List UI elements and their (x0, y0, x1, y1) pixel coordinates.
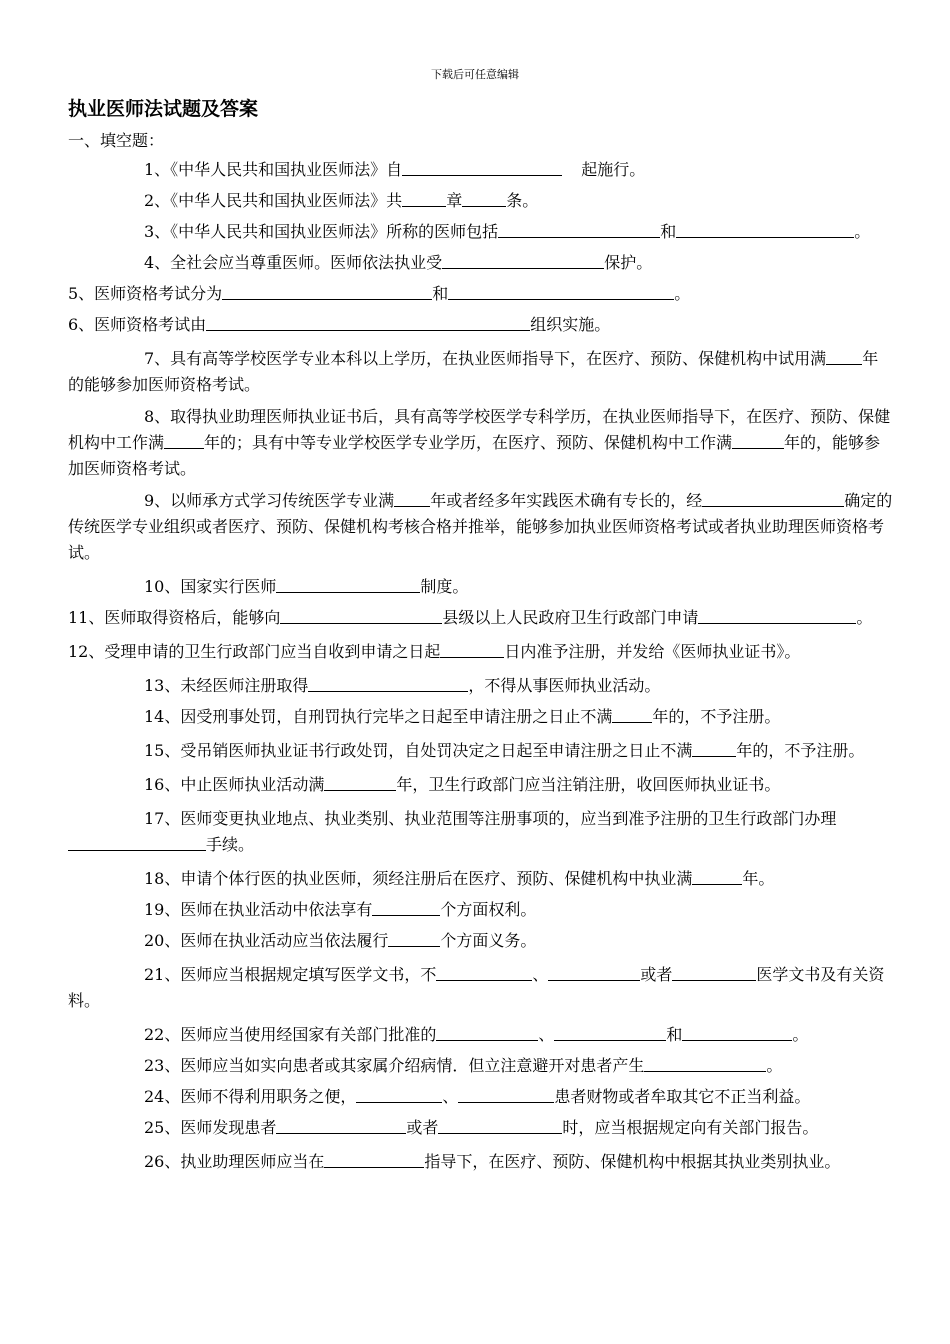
question-text: 1、《中华人民共和国执业医师法》自 (144, 160, 403, 179)
answer-blank[interactable] (692, 868, 742, 885)
question-text: 23、医师应当如实向患者或其家属介绍病情．但立注意避开对患者产生 (144, 1056, 645, 1075)
question-23 (68, 1050, 894, 1081)
question-20 (68, 925, 894, 956)
answer-blank[interactable] (436, 1024, 538, 1041)
question-text: 年的能够参加医师资格考试。 (68, 349, 879, 394)
question-text: 指导下，在医疗、预防、保健机构中根据其执业类别执业。 (424, 1152, 841, 1171)
answer-blank[interactable] (394, 490, 430, 507)
answer-blank[interactable] (702, 490, 788, 507)
question-text: 和 (666, 1025, 683, 1044)
answer-blank[interactable] (732, 432, 784, 449)
answer-blank[interactable] (276, 1117, 406, 1134)
question-15 (68, 738, 894, 764)
question-text: 年或者经多年实践医术确有专长的，经 (430, 491, 703, 510)
question-text: 年的；具有中等专业学校医学专业学历，在医疗、预防、保健机构中工作满 (204, 433, 733, 452)
question-text: 、 (532, 965, 549, 984)
question-text: 年的，能够参加医师资格考试。 (68, 433, 881, 478)
question-11 (68, 602, 894, 633)
question-text: 。 (856, 608, 873, 627)
question-text: 和 (432, 284, 449, 303)
question-13 (68, 670, 894, 701)
question-text: 8、取得执业助理医师执业证书后，具有高等学校医学专科学历，在执业医师指导下，在医疗、预防、保健机构中工作满 (68, 407, 891, 452)
answer-blank[interactable] (402, 190, 446, 207)
question-19 (68, 894, 894, 925)
answer-blank[interactable] (402, 159, 562, 176)
question-text: 、 (538, 1025, 555, 1044)
answer-blank[interactable] (826, 221, 854, 238)
question-12 (68, 639, 894, 665)
answer-blank[interactable] (276, 576, 420, 593)
question-9 (68, 488, 894, 566)
question-text: 9、以师承方式学习传统医学专业满 (144, 491, 395, 510)
question-text: 手续。 (206, 835, 255, 854)
question-text: 11、医师取得资格后，能够向 (68, 608, 281, 627)
answer-blank[interactable] (372, 899, 440, 916)
question-text: 。 (854, 222, 871, 241)
question-text: 个方面权利。 (440, 900, 537, 919)
question-text: 时，应当根据规定向有关部门报告。 (562, 1118, 819, 1137)
question-text: 日内准予注册，并发给《医师执业证书》。 (504, 642, 801, 661)
question-text: 、 (442, 1087, 459, 1106)
question-text: 。 (766, 1056, 783, 1075)
question-8 (68, 404, 894, 482)
answer-blank[interactable] (222, 283, 432, 300)
question-text: 年。 (742, 869, 775, 888)
question-text: 19、医师在执业活动中依法享有 (144, 900, 373, 919)
answer-blank[interactable] (692, 740, 736, 757)
answer-blank[interactable] (308, 675, 468, 692)
question-1 (68, 154, 894, 185)
question-5 (68, 278, 894, 309)
question-21 (68, 962, 894, 1014)
question-text: 条。 (506, 191, 539, 210)
question-text: 制度。 (420, 577, 469, 596)
question-text: 16、中止医师执业活动满 (144, 775, 325, 794)
question-text: 18、申请个体行医的执业医师，须经注册后在医疗、预防、保健机构中执业满 (144, 869, 693, 888)
answer-blank[interactable] (438, 1117, 562, 1134)
page-title: 执业医师法试题及答案 (68, 98, 259, 120)
question-text: 20、医师在执业活动应当依法履行 (144, 931, 389, 950)
question-text: 2、《中华人民共和国执业医师法》共 (144, 191, 403, 210)
question-text: 10、国家实行医师 (144, 577, 277, 596)
question-text: 和 (660, 222, 677, 241)
question-text: 25、医师发现患者 (144, 1118, 277, 1137)
question-text: 年的，不予注册。 (652, 707, 781, 726)
question-text: 医学文书及有关资料。 (68, 965, 885, 1010)
answer-blank[interactable] (672, 964, 756, 981)
question-text: 7、具有高等学校医学专业本科以上学历，在执业医师指导下，在医疗、预防、保健机构中试用满 (144, 349, 827, 368)
answer-blank[interactable] (442, 252, 604, 269)
question-text: 4、全社会应当尊重医师。医师依法执业受 (144, 253, 443, 272)
question-7 (68, 346, 894, 398)
question-text: 21、医师应当根据规定填写医学文书，不 (144, 965, 437, 984)
answer-blank[interactable] (440, 641, 504, 658)
answer-blank[interactable] (644, 1055, 766, 1072)
answer-blank[interactable] (682, 1024, 792, 1041)
question-text: ，不得从事医师执业活动。 (468, 676, 661, 695)
answer-blank[interactable] (498, 221, 660, 238)
question-text: 起施行。 (576, 160, 646, 179)
question-text: 24、医师不得利用职务之便， (144, 1087, 357, 1106)
answer-blank[interactable] (164, 432, 204, 449)
question-text: 。 (674, 284, 691, 303)
question-16 (68, 769, 894, 800)
question-text: 年，卫生行政部门应当注销注册，收回医师执业证书。 (396, 775, 781, 794)
section-heading: 一、填空题： (68, 131, 165, 150)
question-22 (68, 1019, 894, 1050)
answer-blank[interactable] (206, 314, 530, 331)
question-text: 5、医师资格考试分为 (68, 284, 223, 303)
question-text: 13、未经医师注册取得 (144, 676, 309, 695)
question-3 (68, 216, 894, 247)
question-list (68, 154, 894, 1180)
question-10 (68, 571, 894, 602)
question-text: 22、医师应当使用经国家有关部门批准的 (144, 1025, 437, 1044)
answer-blank[interactable] (676, 221, 826, 238)
answer-blank[interactable] (448, 283, 674, 300)
question-text: 14、因受刑事处罚，自刑罚执行完毕之日起至申请注册之日止不满 (144, 707, 613, 726)
page-header: 下载后可任意编辑 (431, 68, 519, 81)
answer-blank[interactable] (356, 1086, 442, 1103)
question-text: 6、医师资格考试由 (68, 315, 207, 334)
question-text: 章 (446, 191, 463, 210)
answer-blank[interactable] (462, 190, 506, 207)
answer-blank[interactable] (68, 834, 206, 851)
question-text: 县级以上人民政府卫生行政部门申请 (442, 608, 699, 627)
answer-blank[interactable] (324, 1151, 424, 1168)
question-17 (68, 806, 894, 858)
question-text: 确定的传统医学专业组织或者医疗、预防、保健机构考核合格并推举，能够参加执业医师资格考试或者执业助理医师资格考试。 (68, 491, 893, 562)
question-18 (68, 863, 894, 894)
answer-blank[interactable] (388, 930, 440, 947)
question-25 (68, 1112, 894, 1143)
answer-blank[interactable] (436, 964, 532, 981)
question-text: 12、受理申请的卫生行政部门应当自收到申请之日起 (68, 642, 441, 661)
question-text: 15、受吊销医师执业证书行政处罚，自处罚决定之日起至申请注册之日止不满 (144, 741, 693, 760)
answer-blank[interactable] (802, 607, 856, 624)
question-text: 17、医师变更执业地点、执业类别、执业范围等注册事项的，应当到准予注册的卫生行政部门办理 (144, 809, 837, 828)
answer-blank[interactable] (554, 1024, 666, 1041)
question-text: 3、《中华人民共和国执业医师法》所称的医师包括 (144, 222, 499, 241)
question-text: 个方面义务。 (440, 931, 537, 950)
question-text: 保护。 (604, 253, 653, 272)
answer-blank[interactable] (612, 706, 652, 723)
answer-blank[interactable] (324, 774, 396, 791)
question-text: 年的，不予注册。 (736, 741, 865, 760)
question-14 (68, 701, 894, 732)
question-4 (68, 247, 894, 278)
question-text: 26、执业助理医师应当在 (144, 1152, 325, 1171)
question-text: 或者 (640, 965, 673, 984)
question-6 (68, 309, 894, 340)
answer-blank[interactable] (458, 1086, 554, 1103)
answer-blank[interactable] (788, 490, 844, 507)
question-24 (68, 1081, 894, 1112)
question-2 (68, 185, 894, 216)
question-text: 或者 (406, 1118, 439, 1137)
question-text: 。 (792, 1025, 809, 1044)
answer-blank[interactable] (548, 964, 640, 981)
question-26 (68, 1149, 894, 1175)
question-text: 组织实施。 (530, 315, 611, 334)
answer-blank[interactable] (280, 607, 442, 624)
answer-blank[interactable] (698, 607, 802, 624)
question-text: 患者财物或者牟取其它不正当利益。 (554, 1087, 811, 1106)
answer-blank[interactable] (826, 348, 862, 365)
